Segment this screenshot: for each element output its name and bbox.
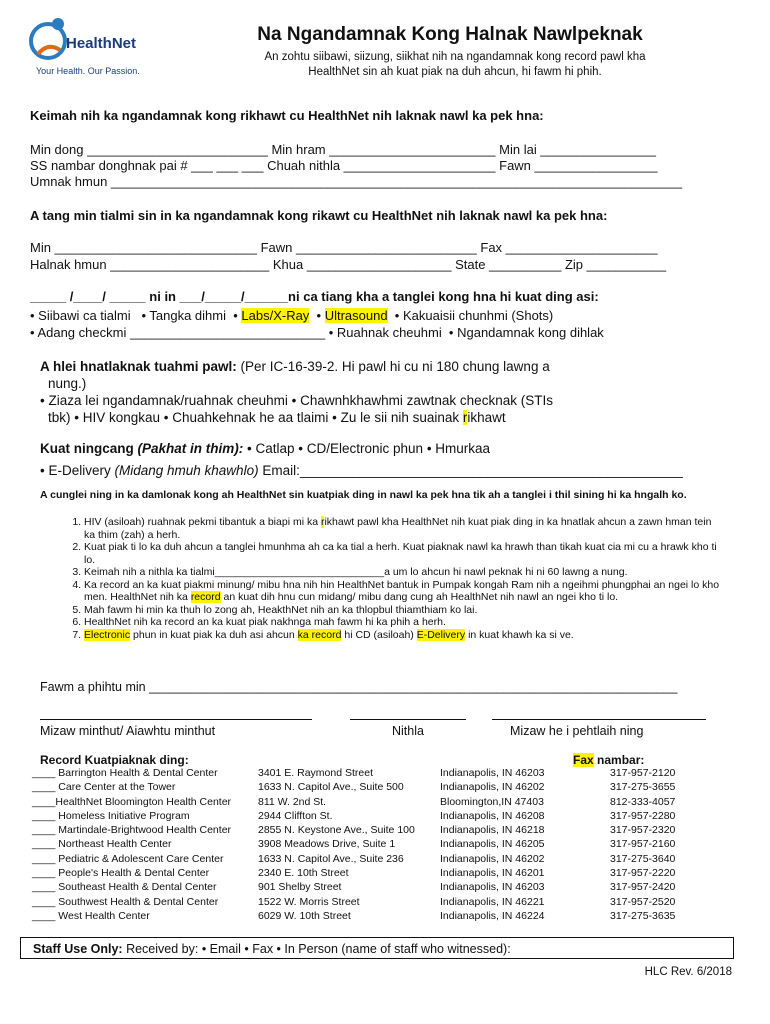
clinic-city: Indianapolis, IN 46202 xyxy=(440,852,545,865)
fax-heading xyxy=(573,753,644,767)
table-row[interactable] xyxy=(32,824,710,838)
records-heading: Record Kuatpiaknak ding: xyxy=(40,753,189,767)
table-row[interactable] xyxy=(32,781,710,795)
provider-name-line[interactable]: Min ____________________________ Fawn _________________________ Fax _____________________ xyxy=(30,240,658,255)
staff-use-label: Staff Use Only: xyxy=(33,942,123,956)
record-types-text: • xyxy=(309,308,325,323)
date-range-heading: _____ /____/ _____ ni in ___/_____/______ni ca tiang kha a tanglei kong hna hi kuat ding asi: xyxy=(30,289,599,304)
patient-section-heading: Keimah nih ka ngandamnak kong rikhawt cu HealthNet nih laknak nawl ka pek hna: xyxy=(30,108,544,123)
table-row[interactable] xyxy=(32,810,710,824)
highlight-mark: r xyxy=(462,410,468,425)
signature-label: Mizaw minthut/ Aiawhtu minthut xyxy=(40,724,216,738)
clinic-city: Indianapolis, IN 46201 xyxy=(440,867,545,880)
logo-mark-icon xyxy=(28,14,146,70)
clinic-address: 2340 E. 10th Street xyxy=(258,867,349,880)
fax-label-rest: nambar: xyxy=(593,753,645,767)
additional-consent-text: tbk) • HIV kongkau • Chuahkehnak he aa tlaimi • Zu le sii nih suainak xyxy=(48,410,463,425)
subtitle-line-1: An zohtu siibawi, siizung, siikhat nih na ngandamnak kong record pawl kha xyxy=(264,51,646,63)
clinic-fax: 317-275-3640 xyxy=(610,852,676,865)
clinic-city: Indianapolis, IN 46221 xyxy=(440,895,545,908)
page-subtitle xyxy=(170,50,740,80)
subtitle-line-2: HealthNet sin ah kuat piak na duh ahcun, hi fawm hi phih. xyxy=(308,66,602,78)
relationship-line[interactable] xyxy=(492,719,706,720)
labs-xray-option[interactable]: Labs/X-Ray xyxy=(241,308,310,323)
clinic-name[interactable]: ____ Southeast Health & Dental Center xyxy=(32,881,217,894)
additional-consent-line-1 xyxy=(40,358,710,375)
acknowledgement-intro: A cunglei ning in ka damlonak kong ah HealthNet sin kuatpiak ding in nawl ka pek hna tik ah a tanglei i thil sining hi ka hngalh ko. xyxy=(40,489,687,501)
delivery-options[interactable]: • Catlap • CD/Electronic phun • Hmurkaa xyxy=(243,441,491,456)
table-row[interactable] xyxy=(32,853,710,867)
list-item: 7. Electronic phun in kuat piak ka duh asi ahcun ka record hi CD (asiloah) E-Delivery in kuat khawh ka si ve. xyxy=(84,629,720,642)
additional-consent-line-2: nung.) xyxy=(48,376,87,391)
patient-name-line[interactable]: Min dong _________________________ Min hram _______________________ Min lai ________________ xyxy=(30,142,656,157)
clinic-table xyxy=(32,767,710,924)
list-item: 3. Keimah nih a nithla ka tialmi_____________________________a um lo ahcun hi nawl peknak hi ni 60 lawng a nung. xyxy=(84,566,720,579)
clinic-fax: 317-275-3635 xyxy=(610,909,676,922)
clinic-name[interactable]: ____ West Health Center xyxy=(32,909,150,922)
additional-consent-section xyxy=(40,358,710,426)
provider-section-heading: A tang min tialmi sin in ka ngandamnak kong rikawt cu HealthNet nih laknak nawl ka pek hna: xyxy=(30,208,608,223)
record-types-line-2[interactable]: • Adang checkmi ___________________________ • Ruahnak cheuhmi • Ngandamnak kong dihlak xyxy=(30,325,604,340)
list-item: 4. Ka record an ka kuat piakmi minung/ mibu hna nih hin HealthNet bantuk in Pumpak kongah Ram nih a ngeihmi phungphai an ngei lo kho men. HealthNet nih ka record an kuat dih hnu cun midang/ mibu dang cung ah HealthNet nih nawl an ngei kho ti lo. xyxy=(84,579,720,604)
edelivery-option[interactable]: • E-Delivery xyxy=(40,463,115,478)
clinic-city: Indianapolis, IN 46205 xyxy=(440,838,545,851)
list-item: 6. HealthNet nih ka record an ka kuat piak nakhnga mah fawm hi ka phih a herh. xyxy=(84,616,720,629)
witness-name-field[interactable]: Fawm a phihtu min ____________________________________________________________________________ xyxy=(40,680,678,694)
table-row[interactable] xyxy=(32,867,710,881)
clinic-address: 811 W. 2nd St. xyxy=(258,795,327,808)
table-row[interactable] xyxy=(32,896,710,910)
clinic-city: Bloomington,IN 47403 xyxy=(440,795,544,808)
logo-tagline: Your Health. Our Passion. xyxy=(36,66,140,76)
fax-label: Fax xyxy=(573,753,594,767)
clinic-fax: 317-275-3655 xyxy=(610,781,676,794)
date-label: Nithla xyxy=(392,724,424,738)
additional-consent-text: ikhawt xyxy=(467,410,506,425)
clinic-fax: 317-957-2320 xyxy=(610,824,676,837)
patient-ssn-dob-line[interactable]: SS nambar donghnak pai # ___ ___ ___ Chuah nithla _____________________ Fawn _________________ xyxy=(30,158,658,173)
staff-use-box xyxy=(20,937,734,959)
clinic-city: Indianapolis, IN 46203 xyxy=(440,767,545,779)
clinic-fax: 317-957-2120 xyxy=(610,767,676,779)
clinic-address: 2855 N. Keystone Ave., Suite 100 xyxy=(258,824,415,837)
table-row[interactable] xyxy=(32,838,710,852)
table-row[interactable] xyxy=(32,881,710,895)
clinic-name[interactable]: ____ Southwest Health & Dental Center xyxy=(32,895,219,908)
clinic-name[interactable]: ____ Barrington Health & Dental Center xyxy=(32,767,218,779)
acknowledgement-list xyxy=(48,516,720,641)
clinic-city: Indianapolis, IN 46203 xyxy=(440,881,545,894)
clinic-name[interactable]: ____ People's Health & Dental Center xyxy=(32,867,210,880)
logo-brand-text: HealthNet xyxy=(66,35,137,52)
revision-label: HLC Rev. 6/2018 xyxy=(644,966,732,978)
list-item: 2. Kuat piak ti lo ka duh ahcun a tanglei hmunhma ah ca ka tial a herh. Kuat piaknak nawl ka hrawh than tikah kuat cia mi cu a hrawk kho ti lo. xyxy=(84,541,720,566)
clinic-fax: 317-957-2280 xyxy=(610,809,676,822)
clinic-address: 2944 Cliffton St. xyxy=(258,809,333,822)
clinic-city: Indianapolis, IN 46224 xyxy=(440,909,545,922)
clinic-fax: 317-957-2220 xyxy=(610,867,676,880)
clinic-name[interactable]: ____ Pediatric & Adolescent Care Center xyxy=(32,852,224,865)
list-item: 1. HIV (asiloah) ruahnak pekmi tibantuk a biapi mi ka rikhawt pawl kha HealthNet nih kuat piak ding in ka hnatlak ahcun a zawn hman tein ka thim (zah) a herh. xyxy=(84,516,720,541)
clinic-fax: 317-957-2520 xyxy=(610,895,676,908)
clinic-fax: 317-957-2160 xyxy=(610,838,676,851)
list-item: 5. Mah fawm hi min ka thuh lo zong ah, HeakthNet nih an ka thlopbul thiamthiam ko lai. xyxy=(84,604,720,617)
clinic-city: Indianapolis, IN 46208 xyxy=(440,809,545,822)
provider-address-line[interactable]: Halnak hmun ______________________ Khua ____________________ State __________ Zip ___________ xyxy=(30,257,667,272)
clinic-name[interactable]: ____ Martindale-Brightwood Health Center xyxy=(32,824,232,837)
table-row[interactable] xyxy=(32,767,710,781)
record-types-line-1[interactable] xyxy=(30,308,553,323)
record-types-text: • Kakuaisii chunhmi (Shots) xyxy=(387,308,554,323)
delivery-method-section xyxy=(40,440,710,479)
email-field[interactable]: Email:___________________________________________________ xyxy=(258,463,683,478)
table-row[interactable] xyxy=(32,796,710,810)
clinic-fax: 812-333-4057 xyxy=(610,795,676,808)
table-row[interactable] xyxy=(32,910,710,924)
relationship-label: Mizaw he i pehtlaih ning xyxy=(510,724,644,738)
staff-use-text[interactable]: Received by: • Email • Fax • In Person (name of staff who witnessed): xyxy=(122,942,511,956)
edelivery-line[interactable] xyxy=(40,462,710,479)
additional-consent-text: (Per IC-16-39-2. Hi pawl hi cu ni 180 chung lawng a xyxy=(236,359,550,374)
additional-consent-line-4[interactable] xyxy=(40,409,710,426)
clinic-city: Indianapolis, IN 46218 xyxy=(440,824,545,837)
signature-line[interactable] xyxy=(40,719,312,720)
date-line[interactable] xyxy=(350,719,466,720)
clinic-address: 1522 W. Morris Street xyxy=(258,895,360,908)
delivery-method-line[interactable] xyxy=(40,440,710,457)
clinic-name[interactable]: ____HealthNet Bloomington Health Center xyxy=(32,795,232,808)
delivery-method-note: (Pakhat in thim): xyxy=(137,441,244,456)
clinic-address: 1633 N. Capitol Ave., Suite 500 xyxy=(258,781,404,794)
patient-address-line[interactable]: Umnak hmun _______________________________________________________________________________ xyxy=(30,174,683,189)
clinic-fax: 317-957-2420 xyxy=(610,881,676,894)
page-title: Na Ngandamnak Kong Halnak Nawlpeknak xyxy=(257,24,643,45)
edelivery-note: (Midang hmuh khawhlo) xyxy=(114,463,259,478)
delivery-method-label: Kuat ningcang xyxy=(40,441,134,456)
ultrasound-option[interactable]: Ultrasound xyxy=(324,308,388,323)
record-types-text: • Siibawi ca tialmi • Tangka dihmi • xyxy=(30,308,242,323)
clinic-address: 6029 W. 10th Street xyxy=(258,909,351,922)
clinic-city: Indianapolis, IN 46202 xyxy=(440,781,545,794)
clinic-address: 1633 N. Capitol Ave., Suite 236 xyxy=(258,852,404,865)
clinic-address: 3908 Meadows Drive, Suite 1 xyxy=(258,838,396,851)
clinic-name[interactable]: ____ Care Center at the Tower xyxy=(32,781,176,794)
additional-consent-line-3[interactable]: • Ziaza lei ngandamnak/ruahnak cheuhmi • Chawnhkhawhmi zawtnak checknak (STIs xyxy=(40,393,553,408)
clinic-address: 901 Shelby Street xyxy=(258,881,342,894)
additional-consent-heading: A hlei hnatlaknak tuahmi pawl: xyxy=(40,359,237,374)
clinic-address: 3401 E. Raymond Street xyxy=(258,767,373,779)
clinic-name[interactable]: ____ Northeast Health Center xyxy=(32,838,172,851)
clinic-name[interactable]: ____ Homeless Initiative Program xyxy=(32,809,190,822)
